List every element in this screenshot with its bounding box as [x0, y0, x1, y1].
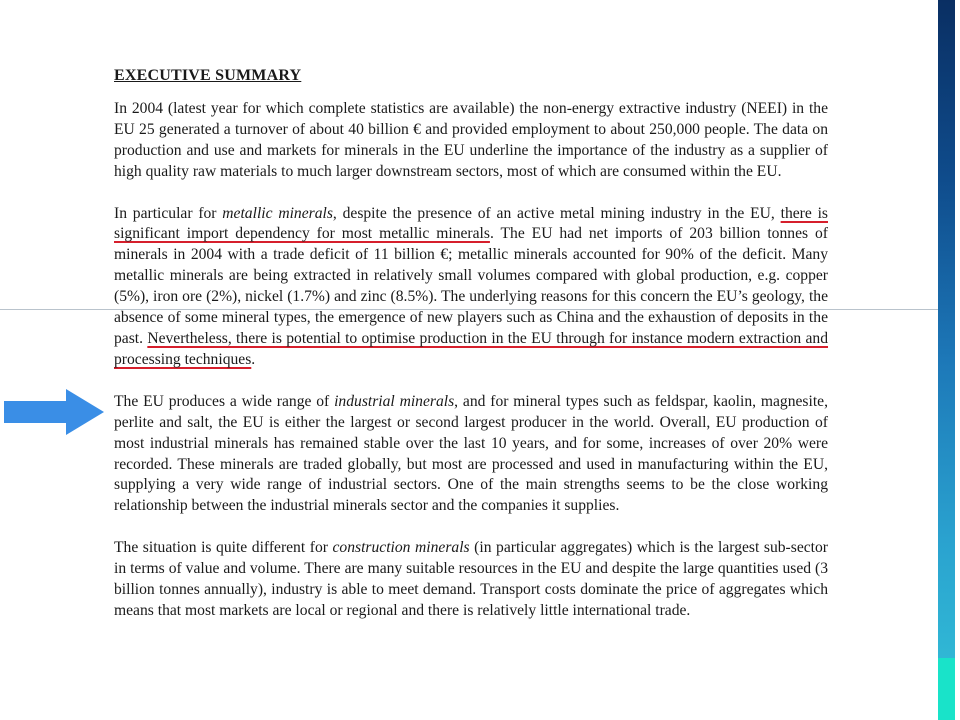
- text-run: The situation is quite different for: [114, 539, 333, 557]
- sidebar-edge: [955, 0, 960, 720]
- text-run: The EU produces a wide range of: [114, 392, 335, 410]
- text-run: (in particular aggregates) which is the largest sub-sector in terms of value and volume. There are many suitable resources in the EU and despite the large quantities used (3 billion tonnes annually), industry is able to meet demand. Transport costs dominate the price of aggregates which means that most markets are local or regional and there is relatively little international trade.: [114, 539, 828, 619]
- paragraph-metallic-minerals: [114, 204, 828, 371]
- text-run: . The EU had net imports of 203 billion tonnes of minerals in 2004 with a trade deficit of 11 billion €; metallic minerals accounted for 90% of the deficit. Many metallic minerals are being extracted in relatively small volumes compared with global production, e.g. copper (5%), iron ore (2%), nickel (1.7%) and zinc (8.5%). The underlying reasons for this concern the EU’s geology, the absence of some mineral types, the emergence of new players such as China and the exhaustion of deposits in the past.: [114, 225, 828, 347]
- text-run: In particular for: [114, 204, 223, 222]
- emphasis-industrial-minerals: industrial minerals: [334, 392, 455, 410]
- document-heading: EXECUTIVE SUMMARY: [114, 67, 302, 84]
- emphasis-construction-minerals: construction minerals: [332, 539, 470, 557]
- document-page: [114, 66, 828, 643]
- highlighted-import-dependency: there is significant import dependency for most metallic minerals: [114, 204, 828, 243]
- highlighted-optimise-production: Nevertheless, there is potential to optimise production in the EU through for instance modern extraction and processing techniques: [114, 329, 829, 368]
- paragraph-industrial-minerals: [114, 392, 828, 517]
- right-arrow-icon: [4, 389, 104, 435]
- paragraph-overview: In 2004 (latest year for which complete statistics are available) the non-energy extractive industry (NEEI) in the EU 25 generated a turnover of about 40 billion € and provided employment to about 250,000 people. The data on production and use and markets for minerals in the EU underline the importance of the industry as a supplier of high quality raw materials to much larger downstream sectors, most of which are consumed within the EU.: [114, 99, 828, 180]
- emphasis-metallic-minerals: metallic minerals: [222, 204, 333, 222]
- paragraph-construction-minerals: [114, 538, 828, 622]
- text-run: , and for mineral types such as feldspar, kaolin, magnesite, perlite and salt, the EU is either the largest or second largest producer in the world. Overall, EU production of most industrial minerals has remained stable over the last 10 years, and for some, increases of over 20% were recorded. These minerals are traded globally, but most are processed and used in manufacturing within the EU, supplying a very wide range of industrial sectors. One of the main strengths seems to be the close working relationship between the industrial minerals sector and the companies it supplies.: [114, 392, 828, 515]
- text-run: , despite the presence of an active metal mining industry in the EU,: [332, 204, 781, 222]
- text-run: .: [251, 350, 256, 368]
